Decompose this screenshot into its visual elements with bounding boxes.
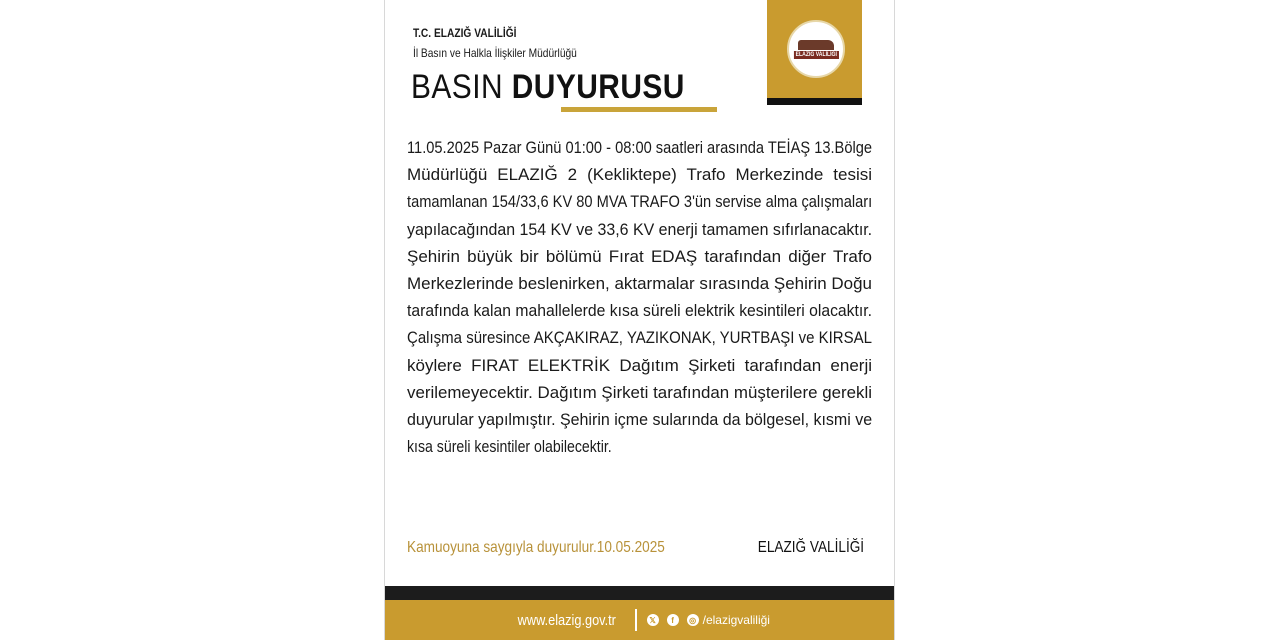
facebook-icon[interactable]: f [667,614,679,626]
instagram-icon[interactable]: ◎ [687,614,699,626]
body-line: duyurular yapılmıştır. Şehirin içme sularında da bölgesel, kısmi ve [407,410,873,430]
org-subtitle: İl Basın ve Halkla İlişkiler Müdürlüğü [413,46,577,60]
body-line: 11.05.2025 Pazar Günü 01:00 - 08:00 saatleri arasında TEİAŞ 13.Bölge [407,138,872,157]
title-underline [561,107,717,112]
document-title-light: BASIN [411,68,504,106]
signature: ELAZIĞ VALİLİĞİ [757,539,864,556]
document-title-bold: DUYURUSU [511,68,685,106]
body-line: Çalışma süresince AKÇAKIRAZ, YAZIKONAK, YURTBAŞI ve KIRSAL [407,328,872,348]
org-title: T.C. ELAZIĞ VALİLİĞİ [413,26,517,40]
body-line: Merkezlerinde beslenirken, aktarmalar sırasında Şehirin Doğu [407,274,872,294]
announcement-body [407,134,872,460]
body-line: tamamlanan 154/33,6 KV 80 MVA TRAFO 3'ün servise alma çalışmaları [407,192,873,212]
train-icon [798,40,834,50]
website-link[interactable]: www.elazig.gov.tr [517,611,616,629]
body-line: köylere FIRAT ELEKTRİK Dağıtım Şirketi tarafından enerji [407,355,872,375]
body-line: kısa süreli kesintiler olabilecektir. [407,437,612,457]
document-title [411,68,685,107]
body-line: tarafında kalan mahallelerde kısa süreli elektrik kesintileri olacaktır. [407,301,872,321]
footer [385,600,894,640]
logo-block [767,0,862,98]
logo-text: ELAZIĞ VALİLİĞİ [795,51,837,58]
footer-black-band [385,586,894,600]
body-line: Şehirin büyük bir bölümü Fırat EDAŞ tarafından diğer Trafo [407,246,872,266]
body-line: yapılacağından 154 KV ve 33,6 KV enerji tamamen sıfırlanacaktır. [407,219,873,239]
footer-divider [635,609,637,631]
logo-bar [767,98,862,105]
press-release-card [384,0,895,640]
social-handle[interactable]: /elazigvaliliği [702,613,770,627]
body-line: Müdürlüğü ELAZIĞ 2 (Kekliktepe) Trafo Merkezinde tesisi [407,165,872,185]
governorship-logo [787,20,845,78]
x-icon[interactable]: 𝕏 [647,614,659,626]
closing-text: Kamuoyuna saygıyla duyurulur.10.05.2025 [407,539,665,556]
body-line: verilemeyecektir. Dağıtım Şirketi tarafından müşterilere gerekli [407,382,872,402]
